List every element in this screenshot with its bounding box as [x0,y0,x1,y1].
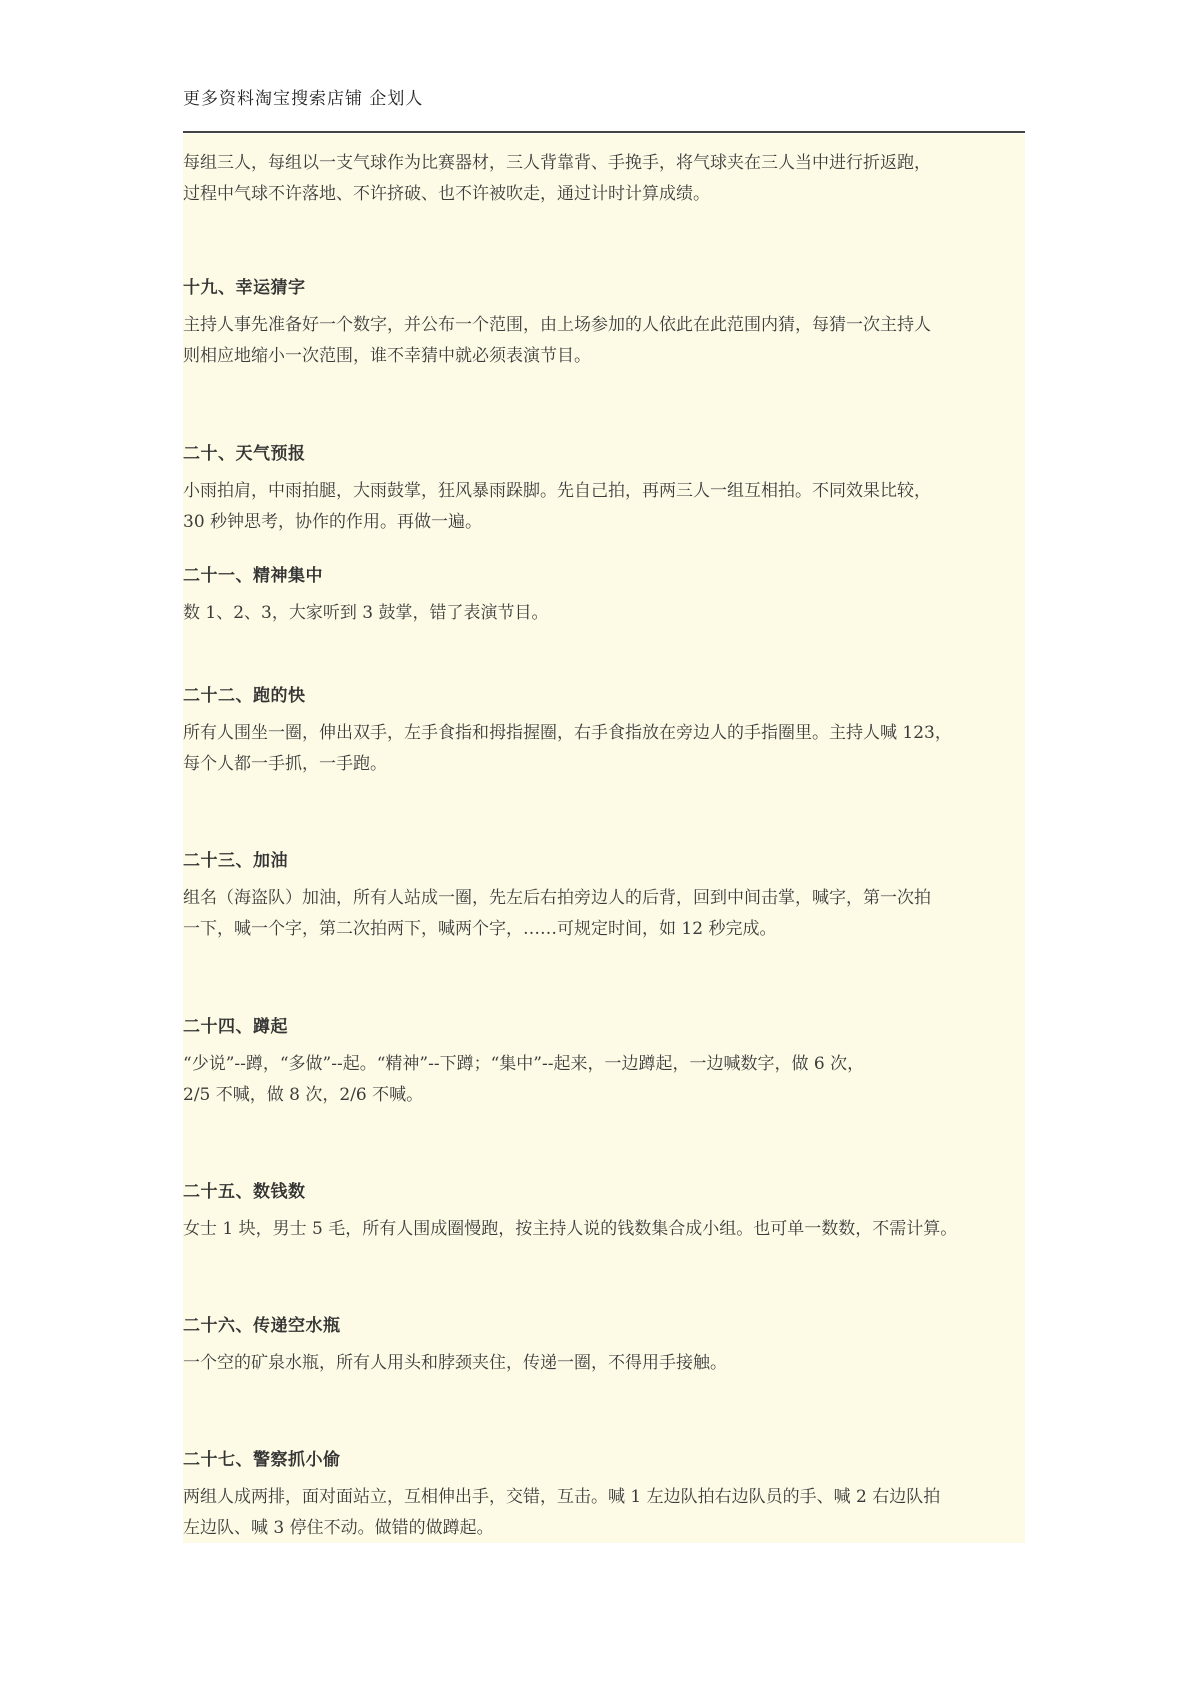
section-heading: 二十四、蹲起 [183,1017,288,1037]
paragraph-line: 一个空的矿泉水瓶，所有人用头和脖颈夹住，传递一圈，不得用手接触。 [183,1353,727,1373]
section-25 [183,1180,1025,1245]
section-19 [183,276,1025,372]
section-24 [183,1015,1025,1111]
paragraph-line: 组名（海盗队）加油，所有人站成一圈，先左后右拍旁边人的后背，回到中间击掌，喊字，第一次拍 [183,888,931,908]
section-heading: 二十三、加油 [183,851,288,871]
section-22 [183,684,1025,780]
paragraph-line: “少说”--蹲，“多做”--起。“精神”--下蹲；“集中”--起来，一边蹲起，一边喊数字，做 6 次， [183,1054,865,1074]
section-heading: 二十、天气预报 [183,444,306,464]
section-heading: 二十六、传递空水瓶 [183,1316,341,1336]
section-21 [183,564,1025,629]
paragraph-line: 所有人围坐一圈，伸出双手，左手食指和拇指握圈，右手食指放在旁边人的手指圈里。主持人喊 123， [183,723,952,743]
section-23 [183,849,1025,945]
section-heading: 二十二、跑的快 [183,686,306,706]
header-divider [183,131,1025,133]
paragraph-line: 左边队、喊 3 停住不动。做错的做蹲起。 [183,1518,494,1538]
section-heading: 十九、幸运猜字 [183,278,306,298]
paragraph-line: 女士 1 块，男士 5 毛，所有人围成圈慢跑，按主持人说的钱数集合成小组。也可单一数数，不需计算。 [183,1219,958,1239]
section-27 [183,1448,1025,1544]
paragraph-line: 两组人成两排，面对面站立，互相伸出手，交错，互击。喊 1 左边队拍右边队员的手、喊 2 右边队拍 [183,1487,941,1507]
document-body [183,134,1025,1543]
paragraph-line: 数 1、2、3，大家听到 3 鼓掌，错了表演节目。 [183,603,549,623]
paragraph-line: 30 秒钟思考，协作的作用。再做一遍。 [183,512,483,532]
paragraph-line: 主持人事先准备好一个数字，并公布一个范围，由上场参加的人依此在此范围内猜，每猜一次主持人 [183,315,931,335]
section-heading: 二十五、数钱数 [183,1182,306,1202]
section-20 [183,442,1025,538]
section-26 [183,1314,1025,1379]
intro-paragraph [183,148,1025,210]
paragraph-line: 小雨拍肩，中雨拍腿，大雨鼓掌，狂风暴雨跺脚。先自己拍，再两三人一组互相拍。不同效果比较， [183,481,931,501]
paragraph-line: 2/5 不喊，做 8 次，2/6 不喊。 [183,1085,424,1105]
paragraph-line: 每个人都一手抓，一手跑。 [183,754,387,774]
section-heading: 二十七、警察抓小偷 [183,1450,341,1470]
page-header: 更多资料淘宝搜索店铺 企划人 [183,89,424,109]
paragraph-line: 过程中气球不许落地、不许挤破、也不许被吹走，通过计时计算成绩。 [183,184,710,204]
section-heading: 二十一、精神集中 [183,566,323,586]
paragraph-line: 一下，喊一个字，第二次拍两下，喊两个字，……可规定时间，如 12 秒完成。 [183,919,777,939]
paragraph-line: 则相应地缩小一次范围，谁不幸猜中就必须表演节目。 [183,346,591,366]
paragraph-line: 每组三人，每组以一支气球作为比赛器材，三人背靠背、手挽手，将气球夹在三人当中进行折返跑， [183,153,931,173]
